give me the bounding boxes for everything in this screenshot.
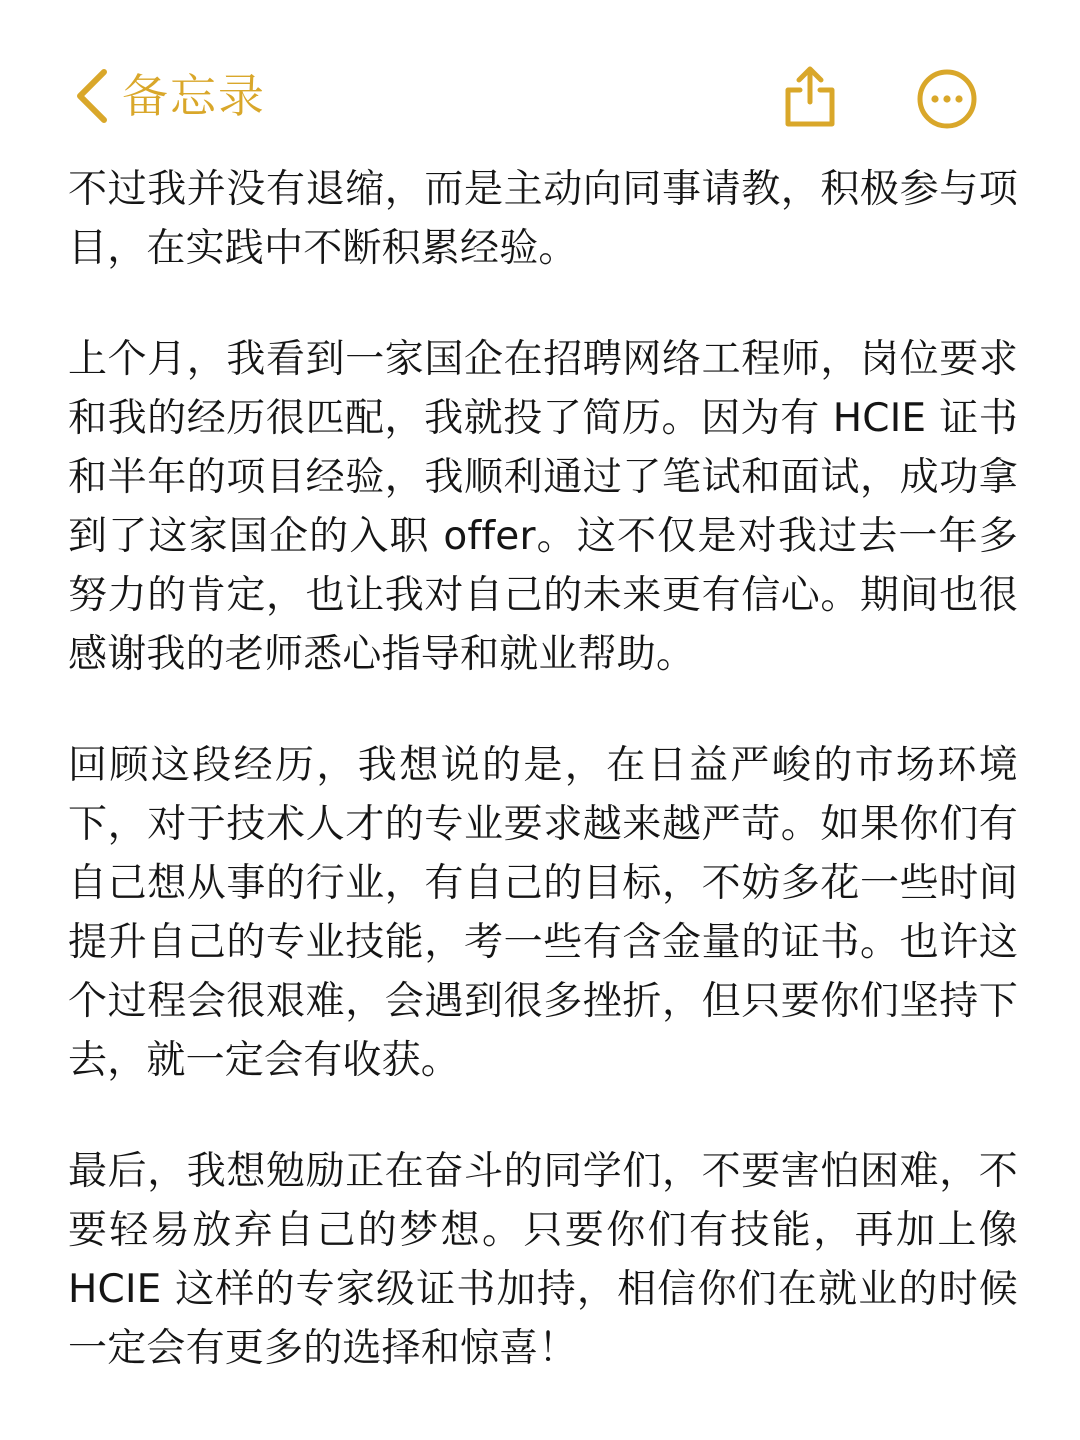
chevron-left-icon [72,66,112,126]
back-button[interactable] [72,64,266,128]
paragraph-spacer [68,278,1018,330]
note-paragraph-2: 上个月，我看到一家国企在招聘网络工程师，岗位要求和我的经历很匹配，我就投了简历。因为有 HCIE 证书和半年的项目经验，我顺利通过了笔试和面试，成功拿到了这家国企的入职 offer。这不仅是对我过去一年多努力的肯定，也让我对自己的未来更有信心。期间也很感谢我的老师悉心指导和就业帮助。 [68,337,1018,677]
more-icon[interactable] [916,68,978,130]
paragraph-spacer [68,1090,1018,1142]
note-paragraph-3: 回顾这段经历，我想说的是，在日益严峻的市场环境下，对于技术人才的专业要求越来越严苛。如果你们有自己想从事的行业，有自己的目标，不妨多花一些时间提升自己的专业技能，考一些有含金量的证书。也许这个过程会很艰难，会遇到很多挫折，但只要你们坚持下去，就一定会有收获。 [68,743,1018,1083]
paragraph-spacer [68,684,1018,736]
note-paragraph-1: 不过我并没有退缩，而是主动向同事请教，积极参与项目，在实践中不断积累经验。 [68,167,1018,271]
nav-bar [0,0,1080,160]
note-body[interactable] [68,160,1018,1378]
back-label: 备忘录 [122,69,266,123]
note-paragraph-4: 最后，我想勉励正在奋斗的同学们，不要害怕困难，不要轻易放弃自己的梦想。只要你们有技能，再加上像 HCIE 这样的专家级证书加持，相信你们在就业的时候一定会有更多的选择和惊喜！ [68,1149,1018,1371]
share-icon[interactable] [780,64,840,130]
